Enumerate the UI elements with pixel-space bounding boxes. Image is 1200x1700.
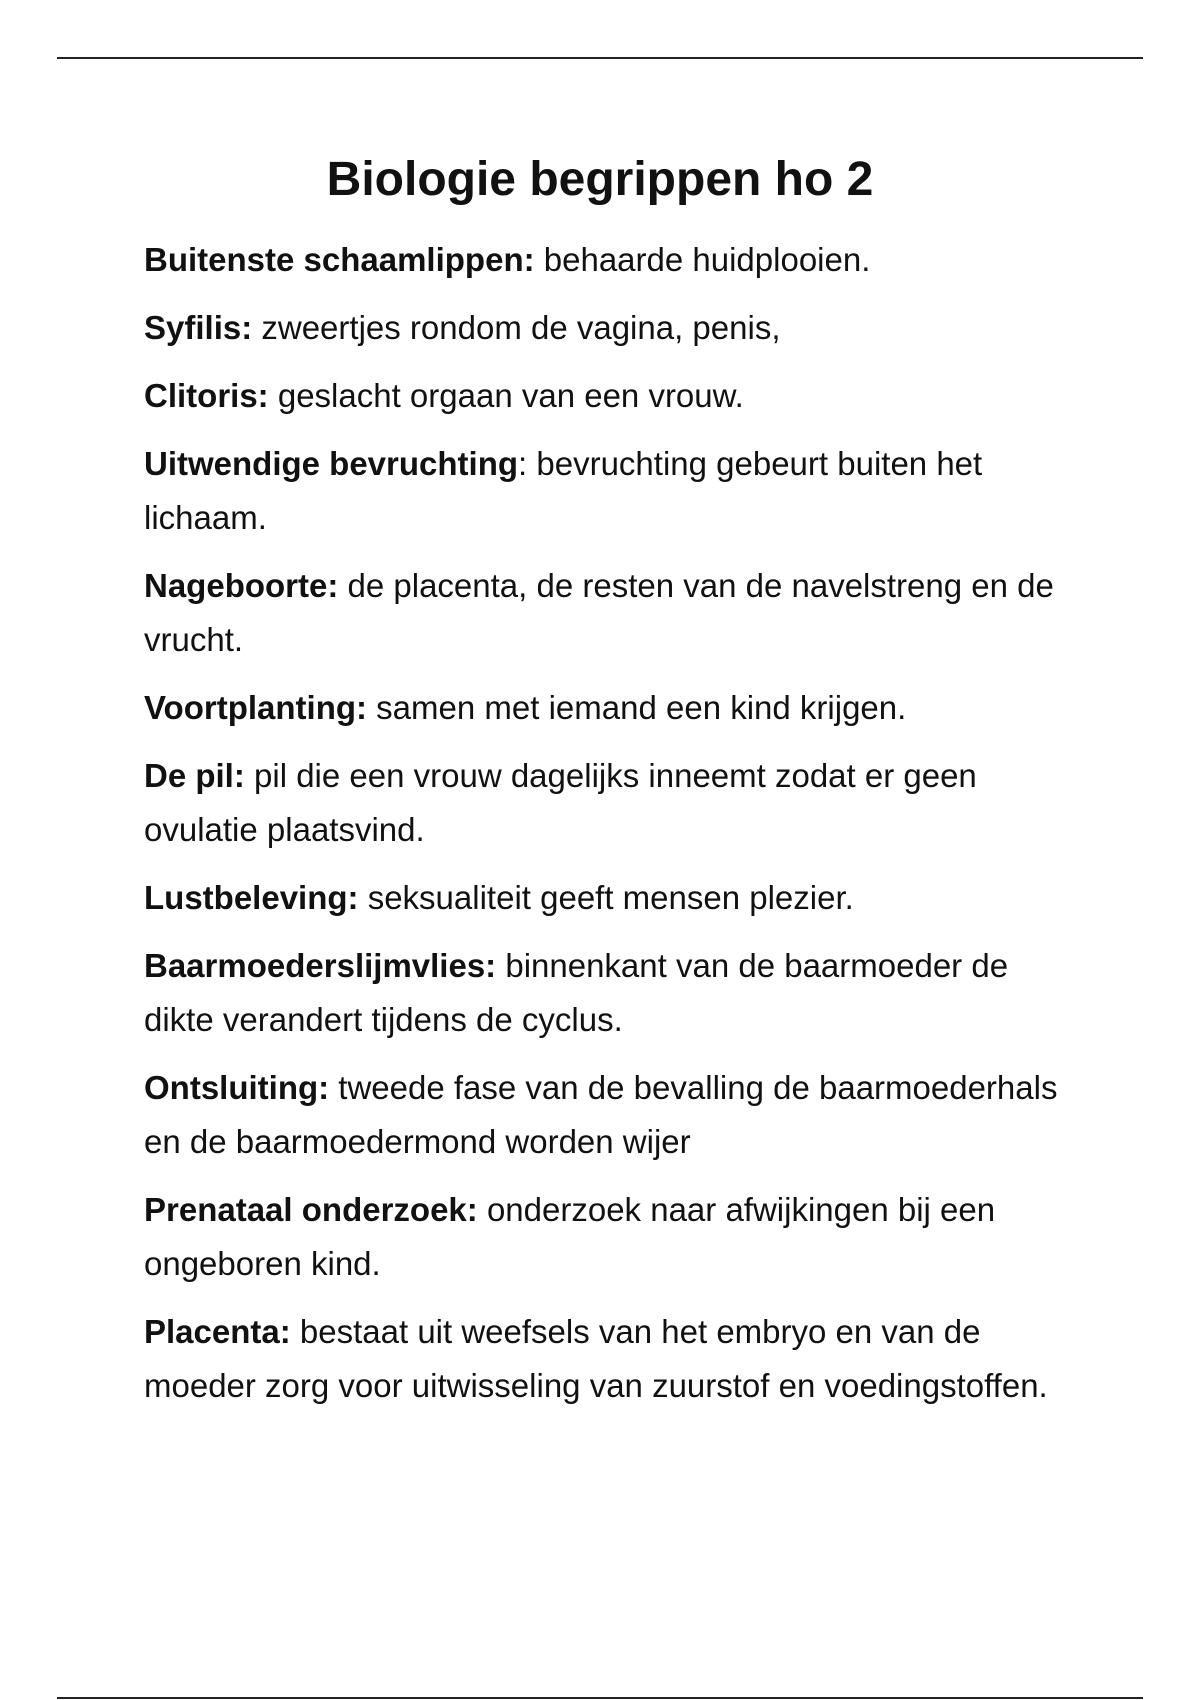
top-divider: [57, 57, 1143, 59]
term-entry-voortplanting: [144, 681, 1074, 735]
term-entry-syfilis: [144, 301, 1074, 355]
term-name: De pil:: [144, 757, 245, 794]
term-entry-lustbeleving: [144, 871, 1074, 925]
term-name: Nageboorte:: [144, 567, 339, 604]
term-name: Clitoris:: [144, 377, 269, 414]
term-name: Ontsluiting:: [144, 1069, 330, 1106]
term-entry-clitoris: [144, 369, 1074, 423]
term-entry-uitwendige-bevruchting: [144, 437, 1074, 545]
term-definition: onderzoek naar afwijkingen bij een ongeboren kind.: [144, 1191, 996, 1282]
term-name: Lustbeleving:: [144, 879, 359, 916]
term-name: Voortplanting:: [144, 689, 368, 726]
term-definition: bestaat uit weefsels van het embryo en van de moeder zorg voor uitwisseling van zuurstof en voedingstoffen.: [144, 1313, 1048, 1404]
term-definition: de placenta, de resten van de navelstreng en de vrucht.: [144, 567, 1054, 658]
term-name: Baarmoederslijmvlies:: [144, 947, 497, 984]
term-definition: zweertjes rondom de vagina, penis,: [252, 309, 781, 346]
term-entry-nageboorte: [144, 559, 1074, 667]
term-name: Placenta:: [144, 1313, 291, 1350]
term-definition: binnenkant van de baarmoeder de dikte verandert tijdens de cyclus.: [144, 947, 1009, 1038]
term-name: Uitwendige bevruchting: [144, 445, 519, 482]
term-entry-baarmoederslijmvlies: [144, 939, 1074, 1047]
term-entry-placenta: [144, 1305, 1074, 1413]
term-name: Buitenste schaamlippen:: [144, 241, 535, 278]
term-entry-buitenste-schaamlippen: [144, 233, 1074, 287]
term-definition: geslacht orgaan van een vrouw.: [268, 377, 744, 414]
term-definition: behaarde huidplooien.: [534, 241, 871, 278]
bottom-divider: [57, 1697, 1143, 1699]
term-definition: pil die een vrouw dagelijks inneemt zodat er geen ovulatie plaatsvind.: [144, 757, 977, 848]
term-list: [144, 233, 1074, 1427]
page-title: Biologie begrippen ho 2: [326, 153, 874, 206]
term-entry-ontsluiting: [144, 1061, 1074, 1169]
term-entry-de-pil: [144, 749, 1074, 857]
term-name: Syfilis:: [144, 309, 253, 346]
term-definition: : bevruchting gebeurt buiten het lichaam.: [144, 445, 983, 536]
term-name: Prenataal onderzoek:: [144, 1191, 478, 1228]
term-entry-prenataal-onderzoek: [144, 1183, 1074, 1291]
term-definition: tweede fase van de bevalling de baarmoederhals en de baarmoedermond worden wijer: [144, 1069, 1058, 1160]
term-definition: samen met iemand een kind krijgen.: [367, 689, 907, 726]
term-definition: seksualiteit geeft mensen plezier.: [358, 879, 854, 916]
